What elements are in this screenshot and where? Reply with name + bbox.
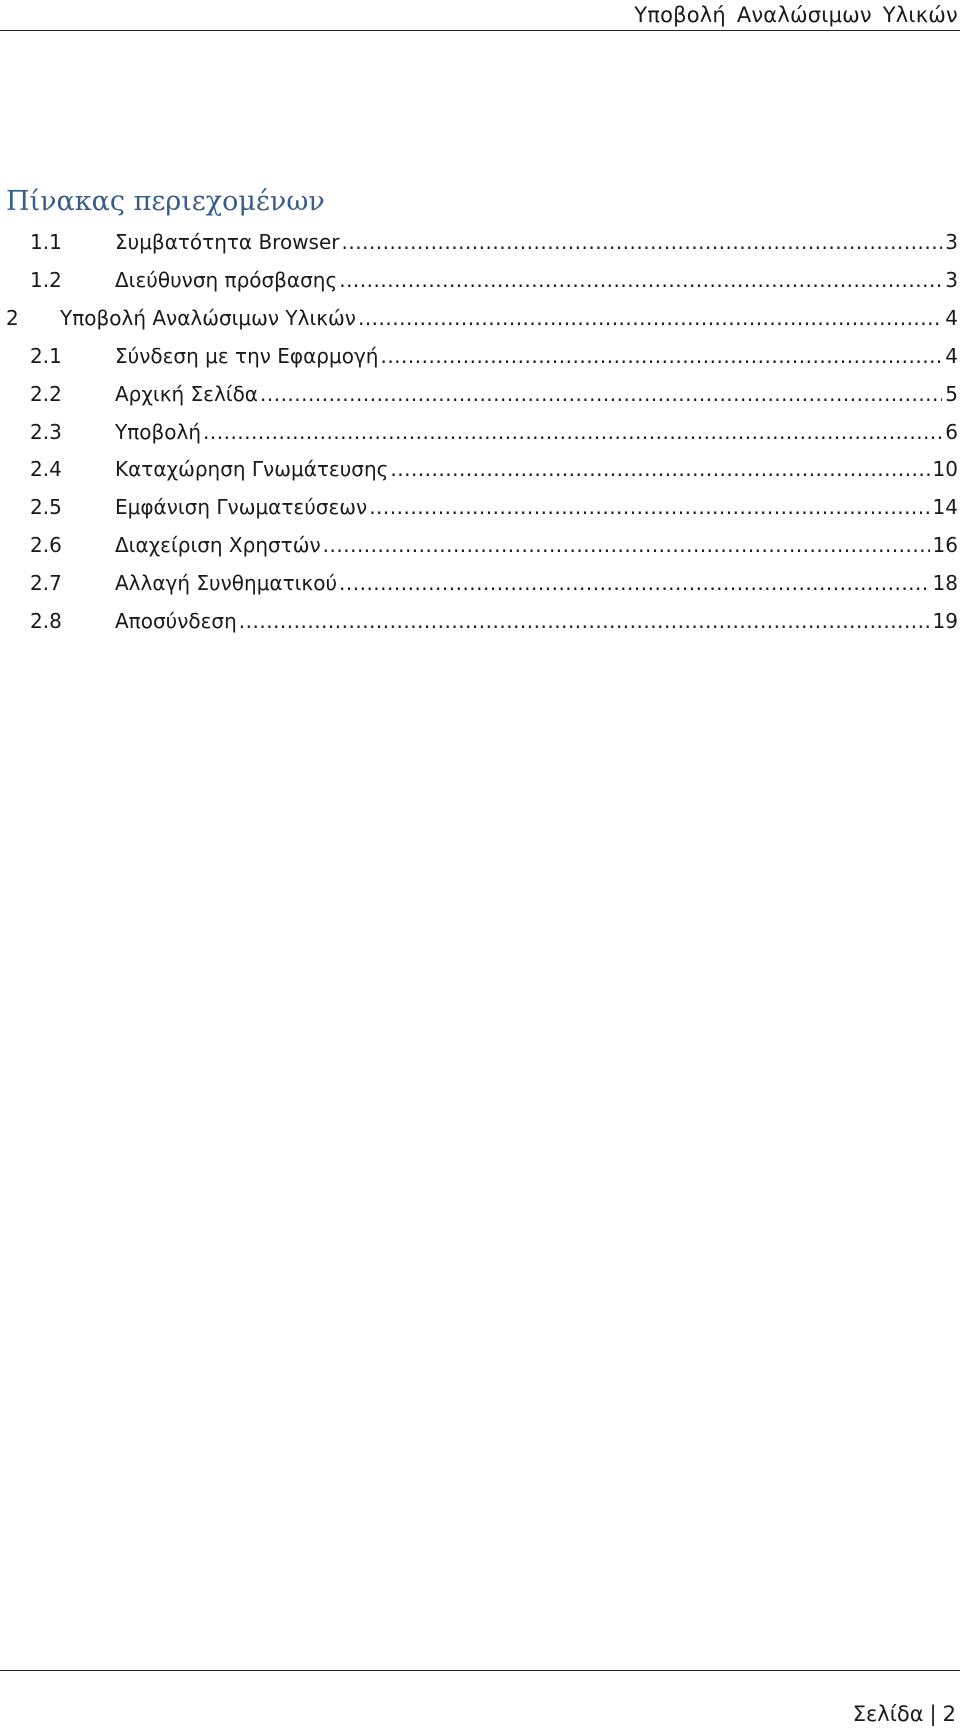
page-footer	[853, 1700, 956, 1728]
toc-entry-number: 2.7	[30, 571, 62, 595]
footer-separator: |	[929, 1702, 937, 1726]
toc-entry-number: 1.1	[30, 230, 62, 254]
toc-dot-leader	[339, 567, 930, 599]
toc-dot-leader	[339, 264, 942, 296]
toc-entry-label: Εμφάνιση Γνωματεύσεων	[115, 495, 368, 519]
toc-entry-number: 2.1	[30, 344, 62, 368]
toc-entry[interactable]	[0, 302, 960, 334]
toc-entry-label: Αποσύνδεση	[115, 609, 237, 633]
toc-entry-label: Διεύθυνση πρόσβασης	[115, 268, 338, 292]
toc-entry-page: 6	[945, 420, 958, 444]
toc-entry[interactable]	[0, 264, 960, 296]
toc-entry-number: 2	[6, 306, 19, 330]
toc-entry-label: Αρχική Σελίδα	[115, 382, 258, 406]
toc-entry-number: 2.5	[30, 495, 62, 519]
toc-entry-page: 19	[932, 609, 958, 633]
toc-entry-page: 16	[932, 533, 958, 557]
toc-entry[interactable]	[0, 491, 960, 523]
toc-entry-label: Διαχείριση Χρηστών	[115, 533, 321, 557]
toc-dot-leader	[239, 605, 930, 637]
toc-entry-label: Αλλαγή Συνθηματικού	[115, 571, 338, 595]
toc-entry[interactable]	[0, 605, 960, 637]
toc-entry[interactable]	[0, 567, 960, 599]
toc-dot-leader	[358, 302, 942, 334]
toc-entry-page: 4	[945, 344, 958, 368]
toc-entry-page: 3	[945, 230, 958, 254]
toc-entry[interactable]	[0, 529, 960, 561]
toc-entry-label: Σύνδεση με την Εφαρμογή	[115, 344, 379, 368]
footer-rule	[0, 1670, 960, 1671]
toc-entry-number: 2.6	[30, 533, 62, 557]
toc-title: Πίνακας περιεχομένων	[6, 186, 325, 217]
toc-entry-label: Υποβολή Αναλώσιμων Υλικών	[60, 306, 356, 330]
toc-entry-page: 14	[932, 495, 958, 519]
toc-dot-leader	[342, 226, 943, 258]
toc-dot-leader	[390, 453, 929, 485]
toc-entry-number: 1.2	[30, 268, 62, 292]
toc-dot-leader	[260, 378, 942, 410]
toc-dot-leader	[323, 529, 930, 561]
toc-entry-number: 2.8	[30, 609, 62, 633]
toc-entry[interactable]	[0, 340, 960, 372]
header-title: Υποβολή Αναλώσιμων Υλικών	[634, 3, 958, 27]
toc-entry-page: 10	[932, 457, 958, 481]
footer-page-label: Σελίδα	[852, 1702, 924, 1726]
toc-entry-page: 4	[945, 306, 958, 330]
toc-entry-number: 2.2	[30, 382, 62, 406]
page-header	[0, 0, 960, 31]
toc-entry-label: Υποβολή	[115, 420, 202, 444]
toc-entry-page: 18	[932, 571, 958, 595]
toc-entry[interactable]	[0, 378, 960, 410]
footer-page-number: 2	[942, 1702, 956, 1726]
toc-entry-page: 3	[945, 268, 958, 292]
toc-dot-leader	[380, 340, 942, 372]
toc-entry[interactable]	[0, 226, 960, 258]
toc-entry-number: 2.3	[30, 420, 62, 444]
toc-entry-label: Καταχώρηση Γνωμάτευσης	[115, 457, 389, 481]
toc-entry-number: 2.4	[30, 457, 62, 481]
toc-dot-leader	[203, 416, 942, 448]
toc-entry[interactable]	[0, 416, 960, 448]
toc-entry-page: 5	[945, 382, 958, 406]
toc-dot-leader	[369, 491, 929, 523]
toc-entry[interactable]	[0, 453, 960, 485]
toc-entry-label: Συμβατότητα Browser	[115, 230, 340, 254]
